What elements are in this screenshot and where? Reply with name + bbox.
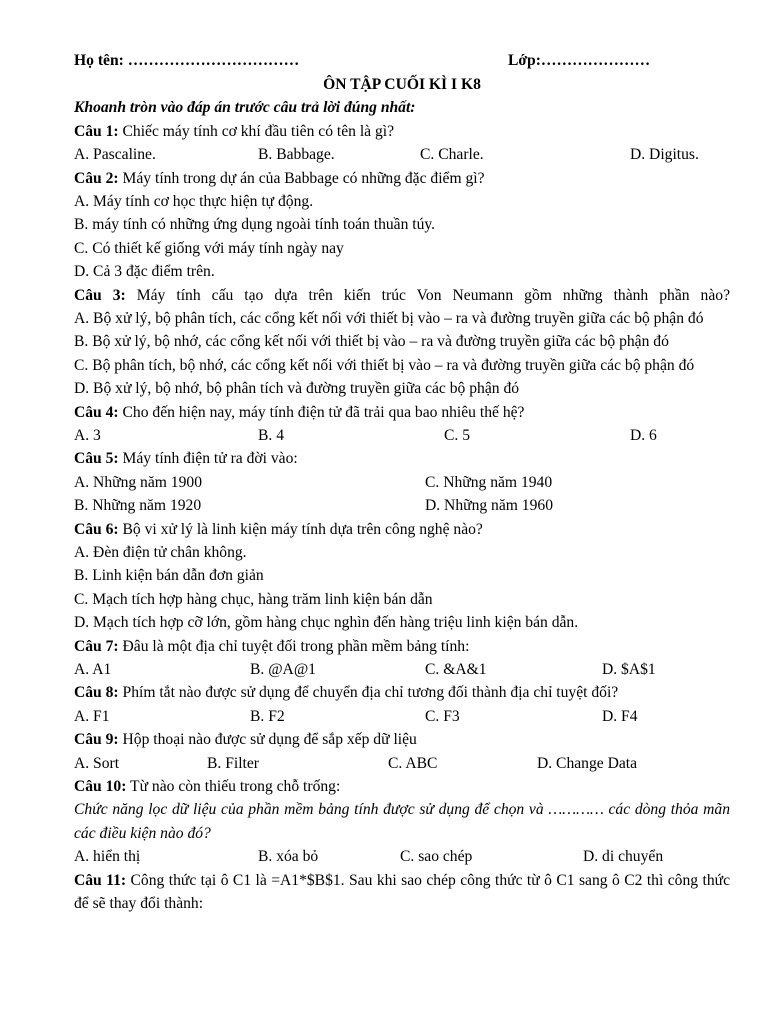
instruction: Khoanh tròn vào đáp án trước câu trả lời đúng nhất: <box>74 99 416 117</box>
option-c[interactable]: C. Có thiết kế giống với máy tính ngày nay <box>74 239 344 257</box>
option-c[interactable]: C. 5 <box>444 427 470 445</box>
question-text: Máy tính điện tử ra đời vào: <box>118 450 298 468</box>
option-b[interactable]: B. @A@1 <box>250 661 316 679</box>
option-a[interactable]: A. A1 <box>74 661 112 679</box>
option-b[interactable]: B. Linh kiện bán dẫn đơn giản <box>74 567 264 585</box>
question-label: Câu 2: <box>74 169 119 187</box>
options-row <box>74 471 730 494</box>
question-text: Đâu là một địa chỉ tuyệt đối trong phần mềm bảng tính: <box>118 637 470 655</box>
question-label: Câu 3: <box>74 286 126 304</box>
question-6 <box>74 518 730 541</box>
option-d[interactable]: D. Cả 3 đặc điểm trên. <box>74 263 215 281</box>
option-a[interactable]: A. Sort <box>74 754 120 772</box>
page-title: ÔN TẬP CUỐI KÌ I K8 <box>323 76 481 93</box>
option-c[interactable]: C. F3 <box>425 707 460 725</box>
option-d[interactable]: D. di chuyển <box>583 848 664 866</box>
option-a[interactable]: A. Máy tính cơ học thực hiện tự động. <box>74 193 314 211</box>
options-row <box>74 752 730 775</box>
question-label: Câu 5: <box>74 450 119 468</box>
option-d[interactable]: D. Bộ xử lý, bộ nhớ, bộ phân tích và đường truyền giữa các bộ phận đó <box>74 380 520 398</box>
option-b[interactable]: B. 4 <box>258 427 284 445</box>
header <box>74 49 730 73</box>
option-a[interactable]: A. F1 <box>74 707 110 725</box>
question-statement: Chức năng lọc dữ liệu của phần mềm bảng tính được sử dụng để chọn và ………… các dòng thỏa mãn các điều kiện nào đó? <box>74 801 730 842</box>
option-a[interactable]: A. hiển thị <box>74 848 141 866</box>
option-b[interactable]: B. xóa bỏ <box>258 848 319 866</box>
option-d[interactable]: D. Mạch tích hợp cỡ lớn, gồm hàng chục nghìn đến hàng triệu linh kiện bán dẫn. <box>74 614 579 632</box>
question-text: Phím tắt nào được sử dụng để chuyển địa chỉ tương đối thành địa chỉ tuyệt đối? <box>118 684 619 702</box>
option-b[interactable]: B. Babbage. <box>258 146 335 164</box>
option-c[interactable]: C. sao chép <box>400 848 473 866</box>
question-label: Câu 6: <box>74 520 119 538</box>
option-b[interactable]: B. Filter <box>207 754 259 772</box>
option-d[interactable]: D. $A$1 <box>602 661 656 679</box>
question-9 <box>74 728 730 751</box>
question-label: Câu 4: <box>74 403 119 421</box>
question-2 <box>74 167 730 190</box>
option-a[interactable]: A. Bộ xử lý, bộ phân tích, các cổng kết nối với thiết bị vào – ra và đường truyền giữa các bộ phận đó <box>74 310 704 328</box>
options-row <box>74 705 730 728</box>
question-label: Câu 7: <box>74 637 119 655</box>
question-11 <box>74 869 730 916</box>
question-text: Chiếc máy tính cơ khí đầu tiên có tên là gì? <box>118 122 395 140</box>
option-b[interactable]: B. F2 <box>250 707 285 725</box>
options-row <box>74 658 730 681</box>
option-d[interactable]: D. Digitus. <box>630 146 699 164</box>
question-text: Công thức tại ô C1 là =A1*$B$1. Sau khi sao chép công thức từ ô C1 sang ô C2 thì công thức để sẽ thay đổi thành: <box>74 871 730 913</box>
question-label: Câu 8: <box>74 684 119 702</box>
class-field-label: Lớp:………………… <box>508 52 651 69</box>
option-a[interactable]: A. Pascaline. <box>74 146 156 164</box>
option-c[interactable]: C. Những năm 1940 <box>425 473 553 491</box>
question-4 <box>74 401 730 424</box>
options-row <box>74 494 730 517</box>
option-b[interactable]: B. máy tính có những ứng dụng ngoài tính toán thuần túy. <box>74 216 436 234</box>
options-row <box>74 143 730 166</box>
question-label: Câu 9: <box>74 731 119 749</box>
question-1 <box>74 120 730 143</box>
option-c[interactable]: C. ABC <box>388 754 438 772</box>
option-c[interactable]: C. &A&1 <box>425 661 487 679</box>
question-text: Máy tính trong dự án của Babbage có những đặc điểm gì? <box>118 169 485 187</box>
option-d[interactable]: D. 6 <box>630 427 657 445</box>
question-7 <box>74 635 730 658</box>
option-d[interactable]: D. Change Data <box>537 754 638 772</box>
question-3 <box>74 284 730 307</box>
option-c[interactable]: C. Charle. <box>420 146 484 164</box>
option-a[interactable]: A. Đèn điện tử chân không. <box>74 544 247 562</box>
question-label: Câu 10: <box>74 778 127 796</box>
question-text: Bộ vi xử lý là linh kiện máy tính dựa trên công nghệ nào? <box>118 520 483 538</box>
question-8 <box>74 681 730 704</box>
options-row <box>74 845 730 868</box>
question-text: Máy tính cấu tạo dựa trên kiến trúc Von Neumann gồm những thành phần nào? <box>125 286 730 304</box>
option-c[interactable]: C. Mạch tích hợp hàng chục, hàng trăm linh kiện bán dẫn <box>74 590 433 608</box>
question-10 <box>74 775 730 798</box>
question-text: Hộp thoại nào được sử dụng để sắp xếp dữ liệu <box>118 731 417 749</box>
question-label: Câu 11: <box>74 871 127 889</box>
question-label: Câu 1: <box>74 122 119 140</box>
options-row <box>74 424 730 447</box>
option-b[interactable]: B. Những năm 1920 <box>74 497 202 515</box>
question-5 <box>74 447 730 470</box>
question-text: Cho đến hiện nay, máy tính điện tử đã trải qua bao nhiêu thế hệ? <box>118 403 525 421</box>
option-a[interactable]: A. Những năm 1900 <box>74 473 202 491</box>
option-d[interactable]: D. F4 <box>602 707 638 725</box>
option-b[interactable]: B. Bộ xử lý, bộ nhớ, các cổng kết nối với thiết bị vào – ra và đường truyền giữa các bộ phận đó <box>74 333 669 351</box>
question-text: Từ nào còn thiếu trong chỗ trống: <box>126 778 341 796</box>
option-c[interactable]: C. Bộ phân tích, bộ nhớ, các cổng kết nối với thiết bị vào – ra và đường truyền giữa các bộ phận đó <box>74 356 695 374</box>
option-a[interactable]: A. 3 <box>74 427 101 445</box>
name-field-label: Họ tên: …………………………… <box>74 52 300 69</box>
option-d[interactable]: D. Những năm 1960 <box>425 497 553 515</box>
